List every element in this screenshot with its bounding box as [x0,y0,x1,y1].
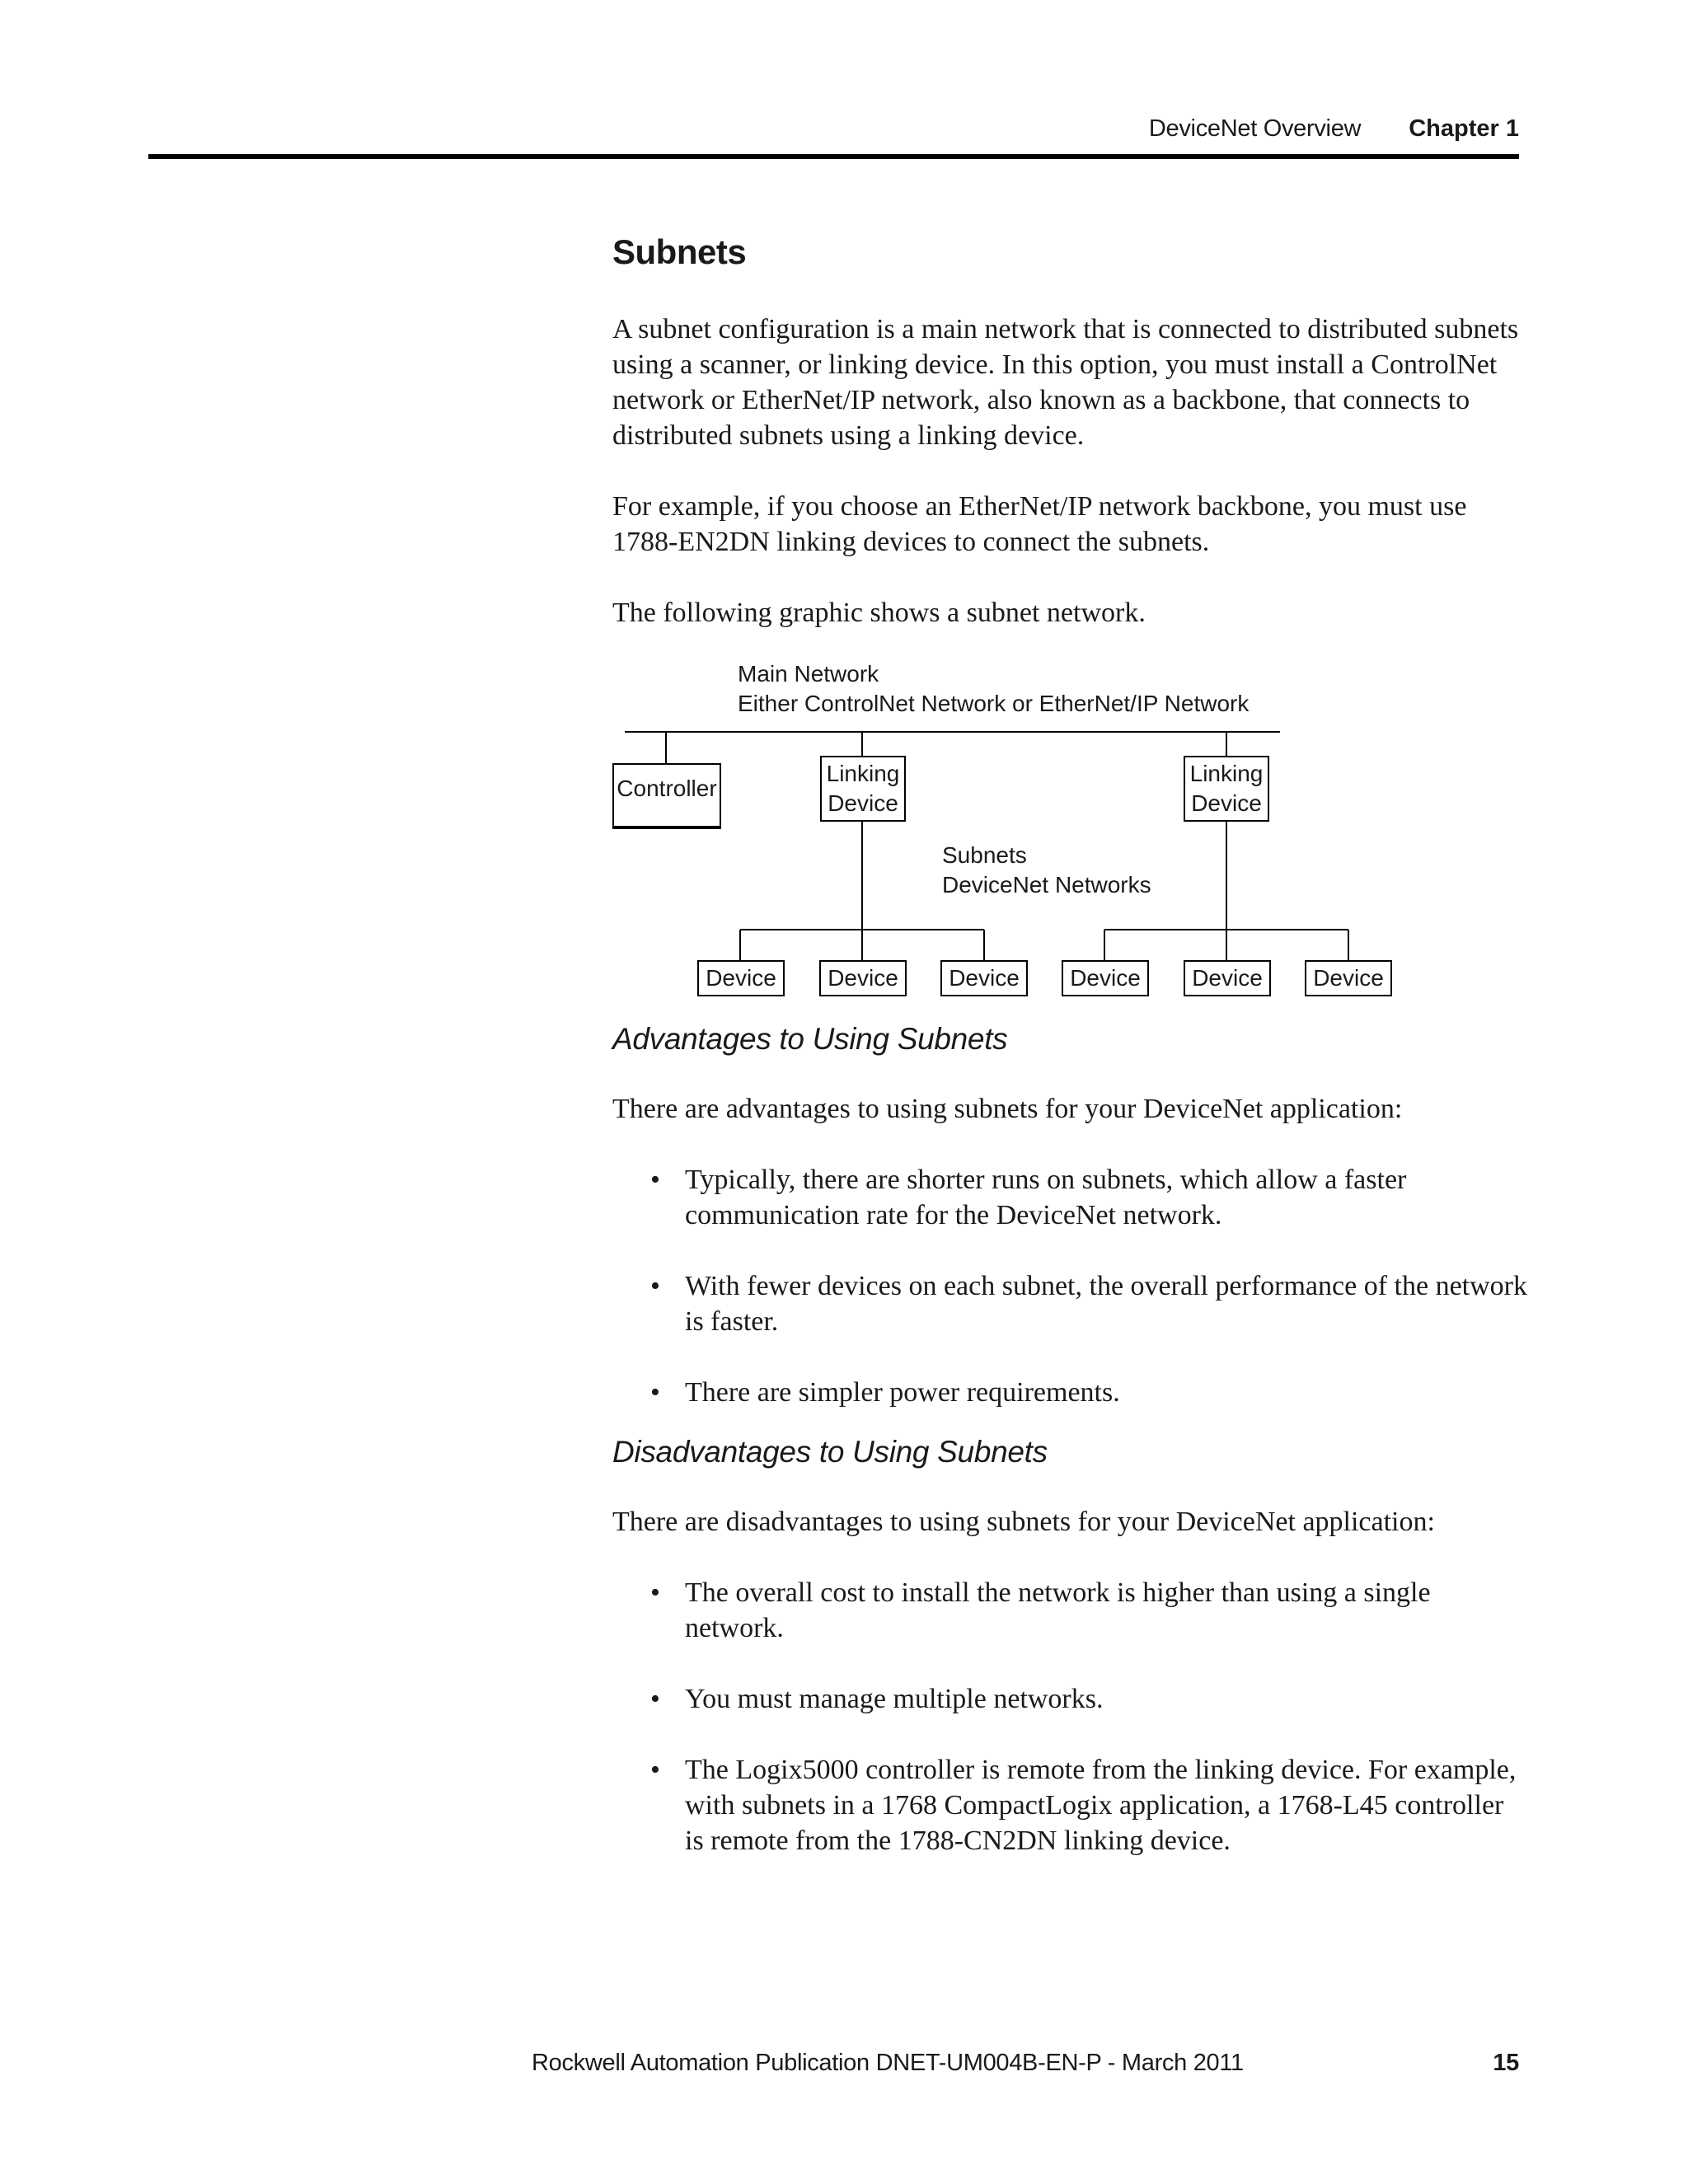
main-network-label: Main Network [738,661,879,687]
device-label: Device [706,965,776,991]
main-network-type-label: Either ControlNet Network or EtherNet/IP Network [738,691,1250,716]
disadvantages-intro: There are disadvantages to using subnets for your DeviceNet application: [612,1507,1435,1537]
running-header [1149,115,1519,143]
paragraph-graphic-intro: The following graphic shows a subnet network. [612,598,1146,628]
list-item-text: With fewer devices on each subnet, the overall performance of the network is faster. [685,1271,1527,1337]
paragraph-subnet-definition: A subnet configuration is a main network that is connected to distributed subnets using a scanner, or linking device. In this option, you must install a ControlNet network or EtherNet/IP network, also known as a backbone, that connects to distributed subnets using a linking device. [612,314,1519,451]
subnet-1-device-3-box [940,960,1028,996]
subnet-1-device-2-box [819,960,907,996]
list-item-text: The overall cost to install the network is higher than using a single network. [685,1577,1431,1643]
page-title: Subnets [612,232,747,271]
subnet-network-diagram [612,659,1527,1022]
subnet-1-device-1-box [697,960,785,996]
header-section-title: DeviceNet Overview [1148,115,1362,142]
advantages-heading: Advantages to Using Subnets [612,1022,1008,1056]
advantages-intro: There are advantages to using subnets for your DeviceNet application: [612,1094,1403,1124]
disadvantages-list [612,1575,1527,1858]
subnet-2-device-2-box [1184,960,1271,996]
header-chapter-label: Chapter 1 [1409,115,1519,142]
bullet-glyph: • [650,1577,660,1608]
list-item [650,1162,1527,1233]
linking-device-1-label-top: Linking [826,761,900,786]
list-item-text: The Logix5000 controller is remote from the linking device. For example, with subnets in a 1768 CompactLogix application, a 1768-L45 controller is remote from the 1788-CN2DN linking device. [685,1755,1517,1856]
subnet-2-device-3-box [1305,960,1392,996]
controller-label: Controller [617,776,717,801]
paragraph-example: For example, if you choose an EtherNet/IP network backbone, you must use 1788-EN2DN linking devices to connect the subnets. [612,491,1467,557]
linking-device-2-label-bottom: Device [1191,790,1262,816]
header-rule [148,154,1519,159]
list-item [650,1268,1527,1339]
bullet-glyph: • [650,1755,660,1785]
bullet-glyph: • [650,1684,660,1714]
linking-device-1-box [820,756,906,822]
subnet-2-device-1-box [1062,960,1149,996]
device-label: Device [1313,965,1384,991]
bullet-glyph: • [650,1271,660,1301]
list-item [650,1375,1527,1410]
linking-device-2-box [1184,756,1269,822]
list-item-text: You must manage multiple networks. [685,1684,1104,1714]
disadvantages-heading: Disadvantages to Using Subnets [612,1435,1048,1469]
advantages-list [612,1162,1527,1410]
list-item [650,1575,1527,1646]
device-label: Device [949,965,1020,991]
bullet-glyph: • [650,1377,660,1408]
devicenet-networks-label: DeviceNet Networks [942,872,1151,898]
subnets-label: Subnets [942,842,1027,868]
list-item [650,1681,1527,1717]
bullet-glyph: • [650,1165,660,1195]
linking-device-2-label-top: Linking [1189,761,1264,786]
footer-publication: Rockwell Automation Publication DNET-UM004B-EN-P - March 2011 [532,2050,1244,2076]
main-content [612,232,1527,1894]
list-item [650,1752,1527,1858]
page-number: 15 [1493,2050,1519,2076]
device-label: Device [1192,965,1263,991]
list-item-text: Typically, there are shorter runs on subnets, which allow a faster communication rate for the DeviceNet network. [685,1165,1407,1230]
device-label: Device [1070,965,1141,991]
list-item-text: There are simpler power requirements. [685,1377,1120,1408]
device-label: Device [828,965,898,991]
controller-box [612,763,721,829]
linking-device-1-label-bottom: Device [828,790,898,816]
